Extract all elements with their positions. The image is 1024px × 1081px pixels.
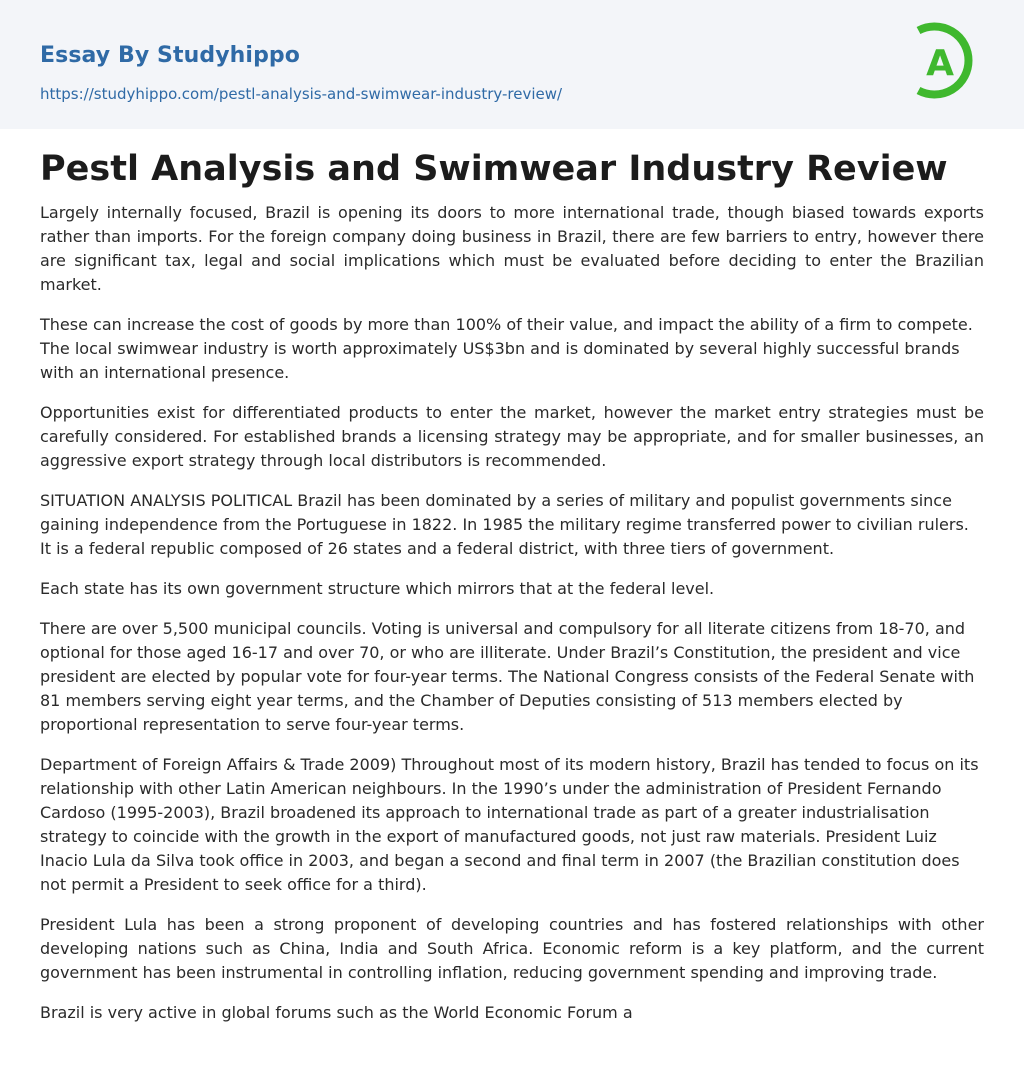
article-title: Pestl Analysis and Swimwear Industry Review xyxy=(40,149,948,189)
studyhippo-logo-icon[interactable] xyxy=(910,18,988,106)
article-paragraph: Brazil is very active in global forums such as the World Economic Forum a xyxy=(40,1003,633,1022)
article xyxy=(0,148,1024,1025)
article-paragraph: Each state has its own government structure which mirrors that at the federal level. xyxy=(40,579,715,598)
brand-title[interactable]: Essay By Studyhippo xyxy=(40,43,300,68)
article-paragraph: There are over 5,500 municipal councils. Voting is universal and compulsory for all literate citizens from 18-70, and optional for those aged 16-17 and over 70, or who are illiterate. Under Brazil’s Constitution, the president and vice president are elected by popular vote for four-year terms. The National Congress consists of the Federal Senate with 81 members serving eight year terms, and the Chamber of Deputies consisting of 513 members elected by proportional representation to serve four-year terms. xyxy=(40,619,975,734)
article-paragraph: Largely internally focused, Brazil is opening its doors to more international trade, though biased towards exports rather than imports. For the foreign company doing business in Brazil, there are few barriers to entry, however there are significant tax, legal and social implications which must be evaluated before deciding to enter the Brazilian market. xyxy=(40,203,984,294)
logo-letter: A xyxy=(926,43,954,84)
article-paragraph: Opportunities exist for differentiated products to enter the market, however the market entry strategies must be carefully considered. For established brands a licensing strategy may be appropriate, and for smaller businesses, an aggressive export strategy through local distributors is recommended. xyxy=(40,403,984,470)
site-header xyxy=(0,0,1024,129)
article-paragraph: SITUATION ANALYSIS POLITICAL Brazil has been dominated by a series of military and populist governments since gaining independence from the Portuguese in 1822. In 1985 the military regime transferred power to civilian rulers. It is a federal republic composed of 26 states and a federal district, with three tiers of government. xyxy=(40,491,969,558)
article-paragraph: President Lula has been a strong proponent of developing countries and has fostered relationships with other developing nations such as China, India and South Africa. Economic reform is a key platform, and the current government has been instrumental in controlling inflation, reducing government spending and improving trade. xyxy=(40,915,984,982)
page-url-link[interactable]: https://studyhippo.com/pestl-analysis-and-swimwear-industry-review/ xyxy=(40,85,563,103)
article-paragraph: These can increase the cost of goods by more than 100% of their value, and impact the ability of a firm to compete. The local swimwear industry is worth approximately US$3bn and is dominated by several highly successful brands with an international presence. xyxy=(40,315,973,382)
article-paragraph: Department of Foreign Affairs & Trade 2009) Throughout most of its modern history, Brazil has tended to focus on its relationship with other Latin American neighbours. In the 1990’s under the administration of President Fernando Cardoso (1995-2003), Brazil broadened its approach to international trade as part of a greater industrialisation strategy to coincide with the growth in the export of manufactured goods, not just raw materials. President Luiz Inacio Lula da Silva took office in 2003, and began a second and final term in 2007 (the Brazilian constitution does not permit a President to seek office for a third). xyxy=(40,755,979,894)
